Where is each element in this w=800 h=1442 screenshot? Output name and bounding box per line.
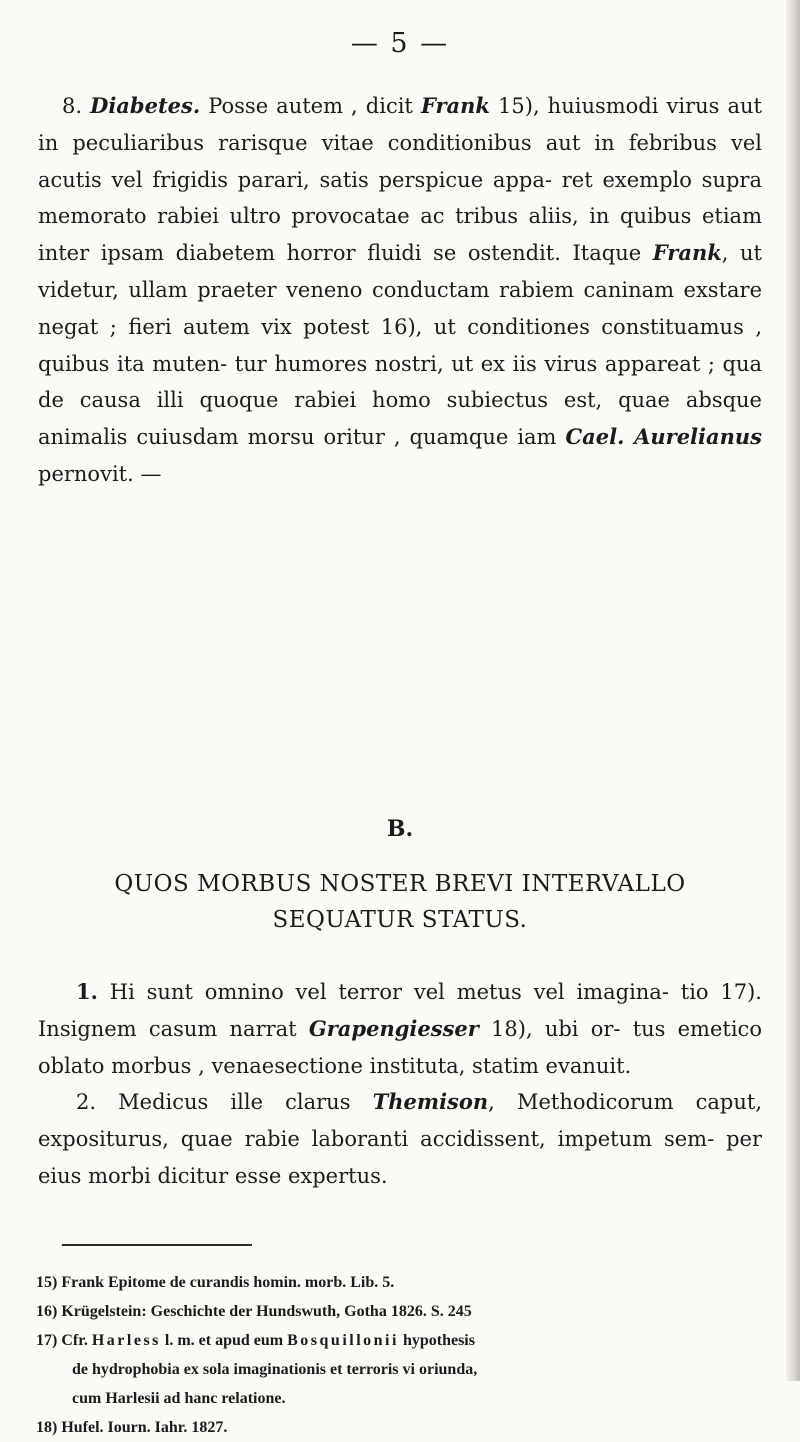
paragraph-1: 1. Hi sunt omnino vel terror vel metus vel imagina- tio 17). Insignem casum narrat Grapengiesser 18), ubi or- tus emetico oblato morbus , venaesectione instituta, statim evanuit.	[38, 979, 762, 1078]
page-edge-shadow	[786, 0, 800, 1381]
section-title-line-2: SEQUATUR STATUS.	[272, 907, 528, 933]
section-title-line-1: QUOS MORBUS NOSTER BREVI INTERVALLO	[114, 871, 686, 897]
footnote-divider	[62, 1244, 252, 1246]
footnote-17-line-3: cum Harlesii ad hanc relatione.	[72, 1390, 286, 1407]
footnote-17-line-2: de hydrophobia ex sola imaginationis et terroris vi oriunda,	[72, 1361, 478, 1378]
paragraph-8-heading: Diabetes.	[90, 93, 201, 118]
section-b-paragraphs	[38, 974, 762, 1195]
paragraph-8: 8. Diabetes. Posse autem , dicit Frank 15), huiusmodi virus aut in peculiaribus rarisque vitae conditionibus aut in febribus vel acutis vel frigidis parari, satis perspicue appa- ret exemplo supra memorato rabiei ultro provocatae ac tribus aliis, in quibus etiam inter ipsam diabetem horror fluidi se ostendit. Itaque Frank, ut videtur, ullam praeter veneno conductam rabiem caninam exstare negat ; fieri autem vix potest 16), ut conditiones constituamus , quibus ita muten- tur humores nostri, ut ex iis virus appareat ; qua de causa illi quoque rabiei homo subiectus est, quae absque animalis cuiusdam morsu oritur , quamque iam Cael. Aurelianus pernovit. —	[38, 93, 762, 486]
paragraph-diabetes	[38, 88, 762, 493]
page-number-header: — 5 —	[350, 28, 450, 59]
footnote-18: 18) Hufel. Iourn. Iahr. 1827.	[36, 1419, 228, 1436]
footnote-17: 17) Cfr. Harless l. m. et apud eum Bosquillonii hypothesis	[36, 1332, 475, 1349]
paragraph-2: 2. Medicus ille clarus Themison, Methodicorum caput, expositurus, quae rabie laboranti accidissent, impetum sem- per eius morbi dicitur esse expertus.	[38, 1089, 762, 1188]
paragraph-1-number: 1.	[76, 979, 98, 1004]
paragraph-8-number: 8.	[62, 94, 83, 118]
footnotes	[36, 1268, 756, 1442]
footnote-15: 15) Frank Epitome de curandis homin. morb. Lib. 5.	[36, 1274, 395, 1291]
section-letter: B.	[386, 816, 414, 842]
paragraph-2-number: 2.	[76, 1090, 97, 1115]
footnote-16: 16) Krügelstein: Geschichte der Hundswuth, Gotha 1826. S. 245	[36, 1303, 472, 1320]
section-title	[0, 866, 800, 938]
